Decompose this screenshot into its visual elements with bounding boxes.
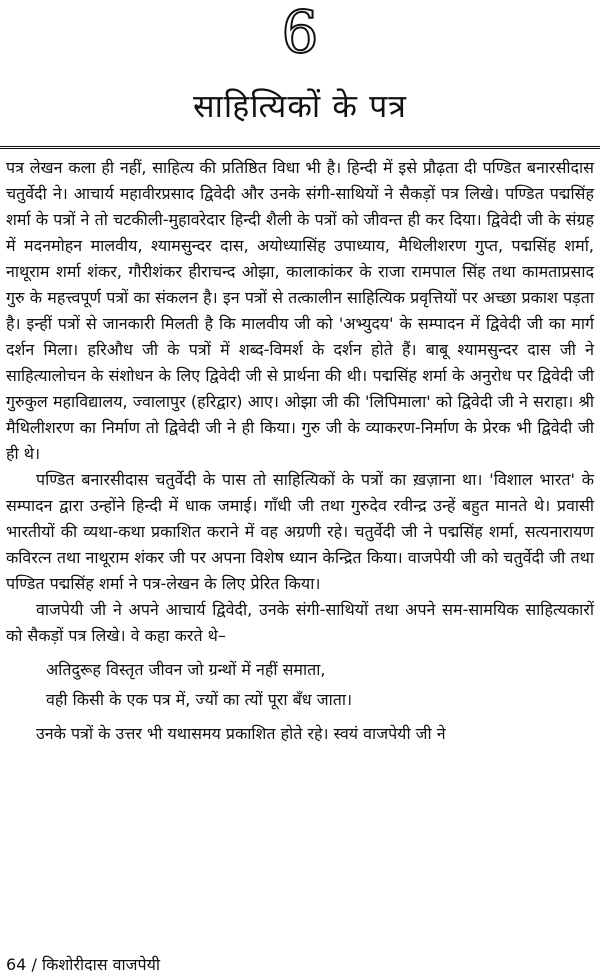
paragraph-3: वाजपेयी जी ने अपने आचार्य द्विवेदी, उनके संगी-साथियों तथा अपने सम-सामयिक साहित्यकारों को सैकड़ों पत्र लिखे। वे कहा करते थे– [6, 600, 594, 645]
verse-line-1: अतिदुरूह विस्तृत जीवन जो ग्रन्थों में नहीं समाता, [46, 660, 326, 679]
paragraph-2: पण्डित बनारसीदास चतुर्वेदी के पास तो साहित्यिकों के पत्रों का ख़ज़ाना था। 'विशाल भारत' के सम्पादन द्वारा उन्होंने हिन्दी में धाक जमाई। गाँधी जी तथा गुरुदेव रवीन्द्र उन्हें बहुत मानते थे। प्रवासी भारतीयों की व्यथा-कथा प्रकाशित कराने में वह अग्रणी रहे। चतुर्वेदी जी ने पद्मसिंह शर्मा, सत्यनारायण कविरत्न तथा नाथूराम शंकर जी पर अपना विशेष ध्यान केन्द्रित किया। वाजपेयी जी को चतुर्वेदी जी तथा पण्डित पद्मसिंह शर्मा ने पत्र-लेखन के लिए प्रेरित किया। [6, 470, 594, 593]
chapter-title: साहित्यिकों के पत्र [193, 87, 407, 125]
footer-separator: / [31, 955, 37, 974]
body-text [6, 155, 594, 747]
chapter-number: 6 [281, 0, 319, 66]
paragraph-4: उनके पत्रों के उत्तर भी यथासमय प्रकाशित होते रहे। स्वयं वाजपेयी जी ने [36, 724, 446, 743]
book-title: किशोरीदास वाजपेयी [41, 955, 161, 974]
title-divider [0, 146, 600, 149]
verse-quote [46, 655, 594, 715]
paragraph-1: पत्र लेखन कला ही नहीं, साहित्य की प्रतिष्ठित विधा भी है। हिन्दी में इसे प्रौढ़ता दी पण्डित बनारसीदास चतुर्वेदी ने। आचार्य महावीरप्रसाद द्विवेदी और उनके संगी-साथियों ने सैकड़ों पत्र लिखे। पण्डित पद्मसिंह शर्मा के पत्रों ने तो चटकीली-मुहावरेदार हिन्दी शैली के पत्रों को जीवन्त ही कर दिया। द्विवेदी जी के संग्रह में मदनमोहन मालवीय, श्यामसुन्दर दास, अयोध्यासिंह उपाध्याय, मैथिलीशरण गुप्त, पद्मसिंह शर्मा, नाथूराम शर्मा शंकर, गौरीशंकर हीराचन्द ओझा, कालाकांकर के राजा रामपाल सिंह तथा कामताप्रसाद गुरु के महत्त्वपूर्ण पत्रों का संकलन है। इन पत्रों से तत्कालीन साहित्यिक प्रवृत्तियों पर अच्छा प्रकाश पड़ता है। इन्हीं पत्रों से जानकारी मिलती है कि मालवीय जी को 'अभ्युदय' के सम्पादन में द्विवेदी जी का मार्ग दर्शन मिला। हरिऔध जी के पत्रों में शब्द-विमर्श के दर्शन होते हैं। बाबू श्यामसुन्दर दास जी ने साहित्यालोचन के संशोधन के लिए द्विवेदी जी से प्रार्थना की थी। पद्मसिंह शर्मा के अनुरोध पर द्विवेदी जी गुरुकुल महाविद्यालय, ज्वालापुर (हरिद्वार) आए। ओझा जी की 'लिपिमाला' को द्विवेदी जी ने सराहा। श्री मैथिलीशरण का निर्माण तो द्विवेदी जी ने ही किया। गुरु जी के व्याकरण-निर्माण के प्रेरक भी द्विवेदी जी ही थे। [6, 158, 594, 463]
page-number: 64 [6, 955, 27, 974]
verse-line-2: वही किसी के एक पत्र में, ज्यों का त्यों पूरा बँध जाता। [46, 690, 353, 709]
page-footer [6, 954, 160, 976]
